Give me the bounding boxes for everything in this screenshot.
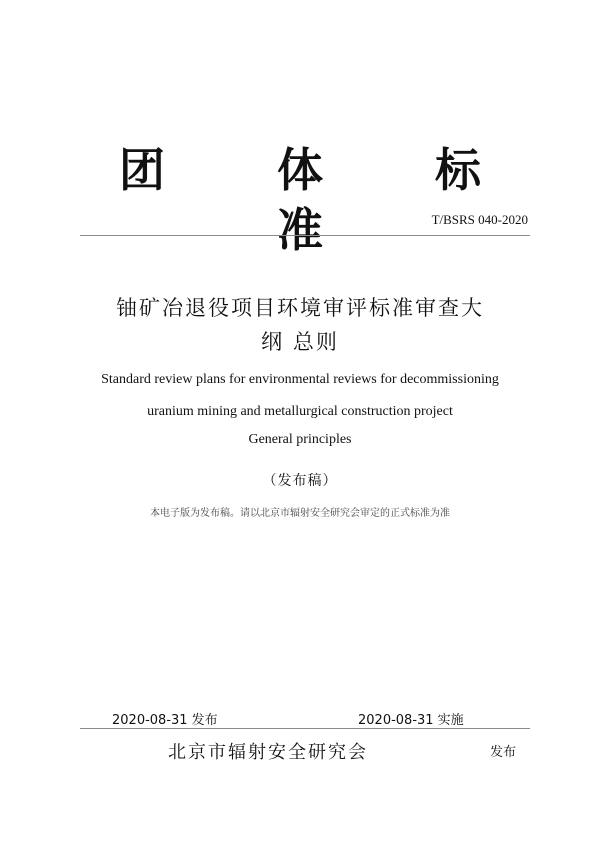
title-english-line-1: Standard review plans for environmental reviews for decommissioning [101, 372, 499, 387]
document-type-heading: 团 体 标 准 [118, 143, 530, 257]
publish-date: 2020-08-31 发布 [112, 713, 218, 728]
implementation-date: 2020-08-31 实施 [358, 713, 464, 728]
title-english-line-3: General principles [248, 432, 352, 447]
draft-status-label: （发布稿） [262, 473, 338, 489]
issuing-organization: 北京市辐射安全研究会 [168, 742, 368, 763]
standard-number: T/BSRS 040-2020 [431, 212, 528, 227]
header-divider [80, 235, 530, 236]
title-english-line-2: uranium mining and metallurgical construction project [147, 404, 453, 419]
electronic-version-notice: 本电子版为发布稿。请以北京市辐射安全研究会审定的正式标准为准 [150, 508, 450, 519]
title-chinese-line-2: 纲 总则 [261, 330, 339, 354]
title-chinese-line-1: 铀矿冶退役项目环境审评标准审查大 [116, 296, 484, 320]
footer-divider [80, 728, 530, 729]
issued-label: 发布 [490, 745, 517, 760]
